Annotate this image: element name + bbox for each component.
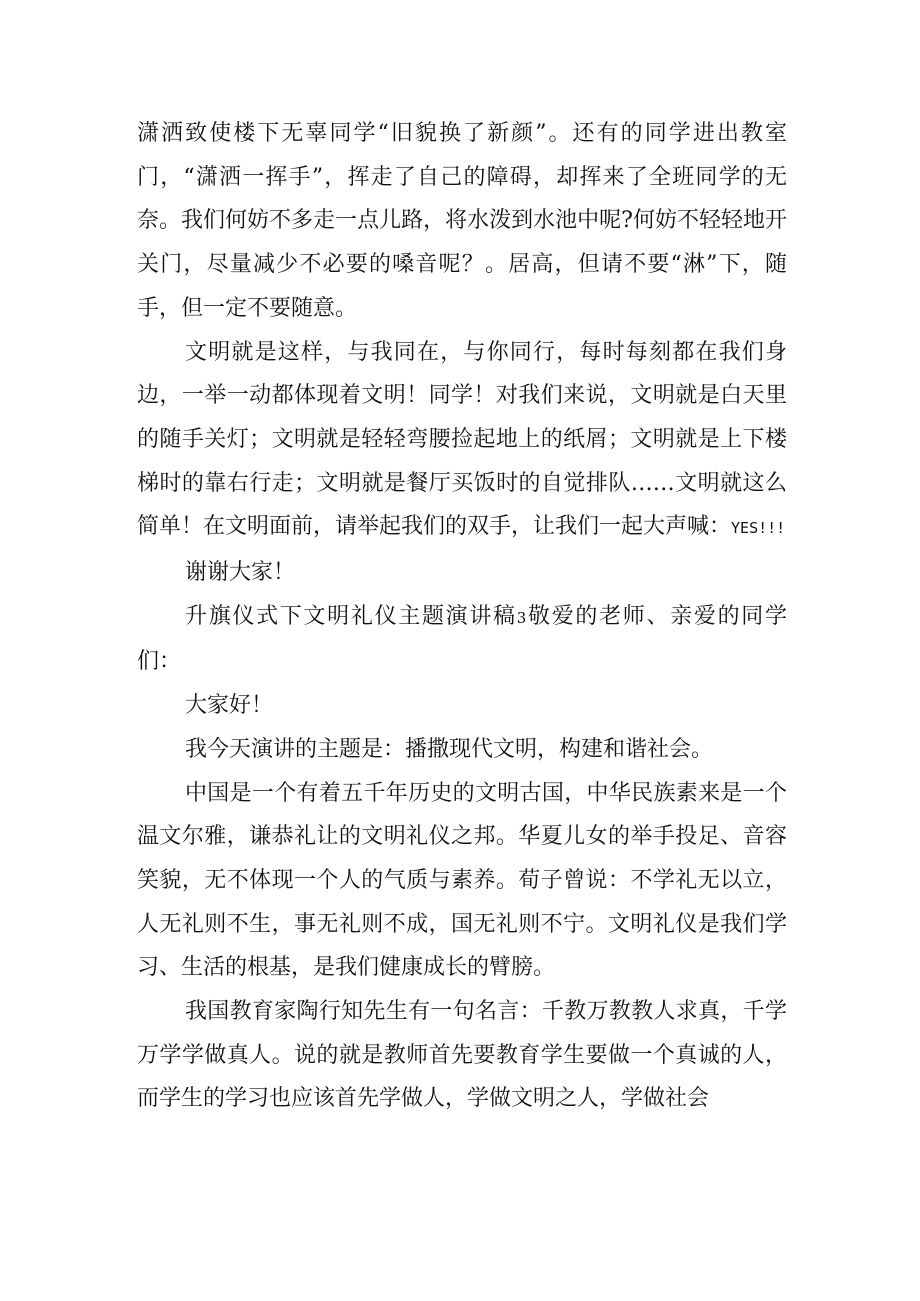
paragraph-text: 我国教育家陶行知先生有一句名言：千教万教教人求真，千学万学学做真人。说的就是教师首先要教育学生要做一个真诚的人，而学生的学习也应该首先学做人，学做文明之人，学做社会 (137, 999, 787, 1112)
paragraph-text: 文明就是这样，与我同在，与你同行，每时每刻都在我们身边，一举一动都体现着文明！同学！对我们来说，文明就是白天里的随手关灯；文明就是轻轻弯腰捡起地上的纸屑；文明就是上下楼梯时的靠右行走；文明就是餐厅买饭时的自觉排队……文明就这么简单！在文明面前，请举起我们的双手，让我们一起大声喊： (137, 339, 787, 540)
paragraph-text: 中国是一个有着五千年历史的文明古国，中华民族素来是一个温文尔雅，谦恭礼让的文明礼仪之邦。华夏儿女的举手投足、音容笑貌，无不体现一个人的气质与素养。荀子曾说：不学礼无以立，人无礼则不生，事无礼则不成，国无礼则不宁。文明礼仪是我们学习、生活的根基，是我们健康成长的臂膀。 (137, 780, 787, 981)
paragraph-3 (137, 551, 787, 595)
salutation: 敬爱的老师、亲爱的同学们： (137, 603, 787, 675)
paragraph-8 (137, 990, 787, 1121)
paragraph-6 (137, 728, 787, 772)
document-body (137, 112, 787, 1121)
paragraph-text: 我今天演讲的主题是：播撒现代文明，构建和谐社会。 (185, 736, 714, 762)
paragraph-text: 谢谢大家！ (185, 560, 296, 586)
paragraph-2 (137, 331, 787, 552)
paragraph-5 (137, 684, 787, 728)
paragraph-text: 潇洒致使楼下无辜同学“旧貌换了新颜”。还有的同学进出教室门，“潇洒一挥手”，挥走了自己的障碍，却挥来了全班同学的无奈。我们何妨不多走一点儿路，将水泼到水池中呢?何妨不轻轻地开关门，尽量减少不必要的嗓音呢？。居高，但请不要“淋”下，随手，但一定不要随意。 (137, 121, 787, 321)
paragraph-text: 大家好！ (185, 693, 274, 719)
speech-number: 3 (516, 608, 527, 627)
paragraph-4-heading (137, 595, 787, 684)
yes-exclamation: YES!!! (731, 519, 786, 538)
paragraph-1 (137, 112, 787, 331)
paragraph-7 (137, 772, 787, 991)
speech-title: 升旗仪式下文明礼仪主题演讲稿 (185, 603, 517, 629)
